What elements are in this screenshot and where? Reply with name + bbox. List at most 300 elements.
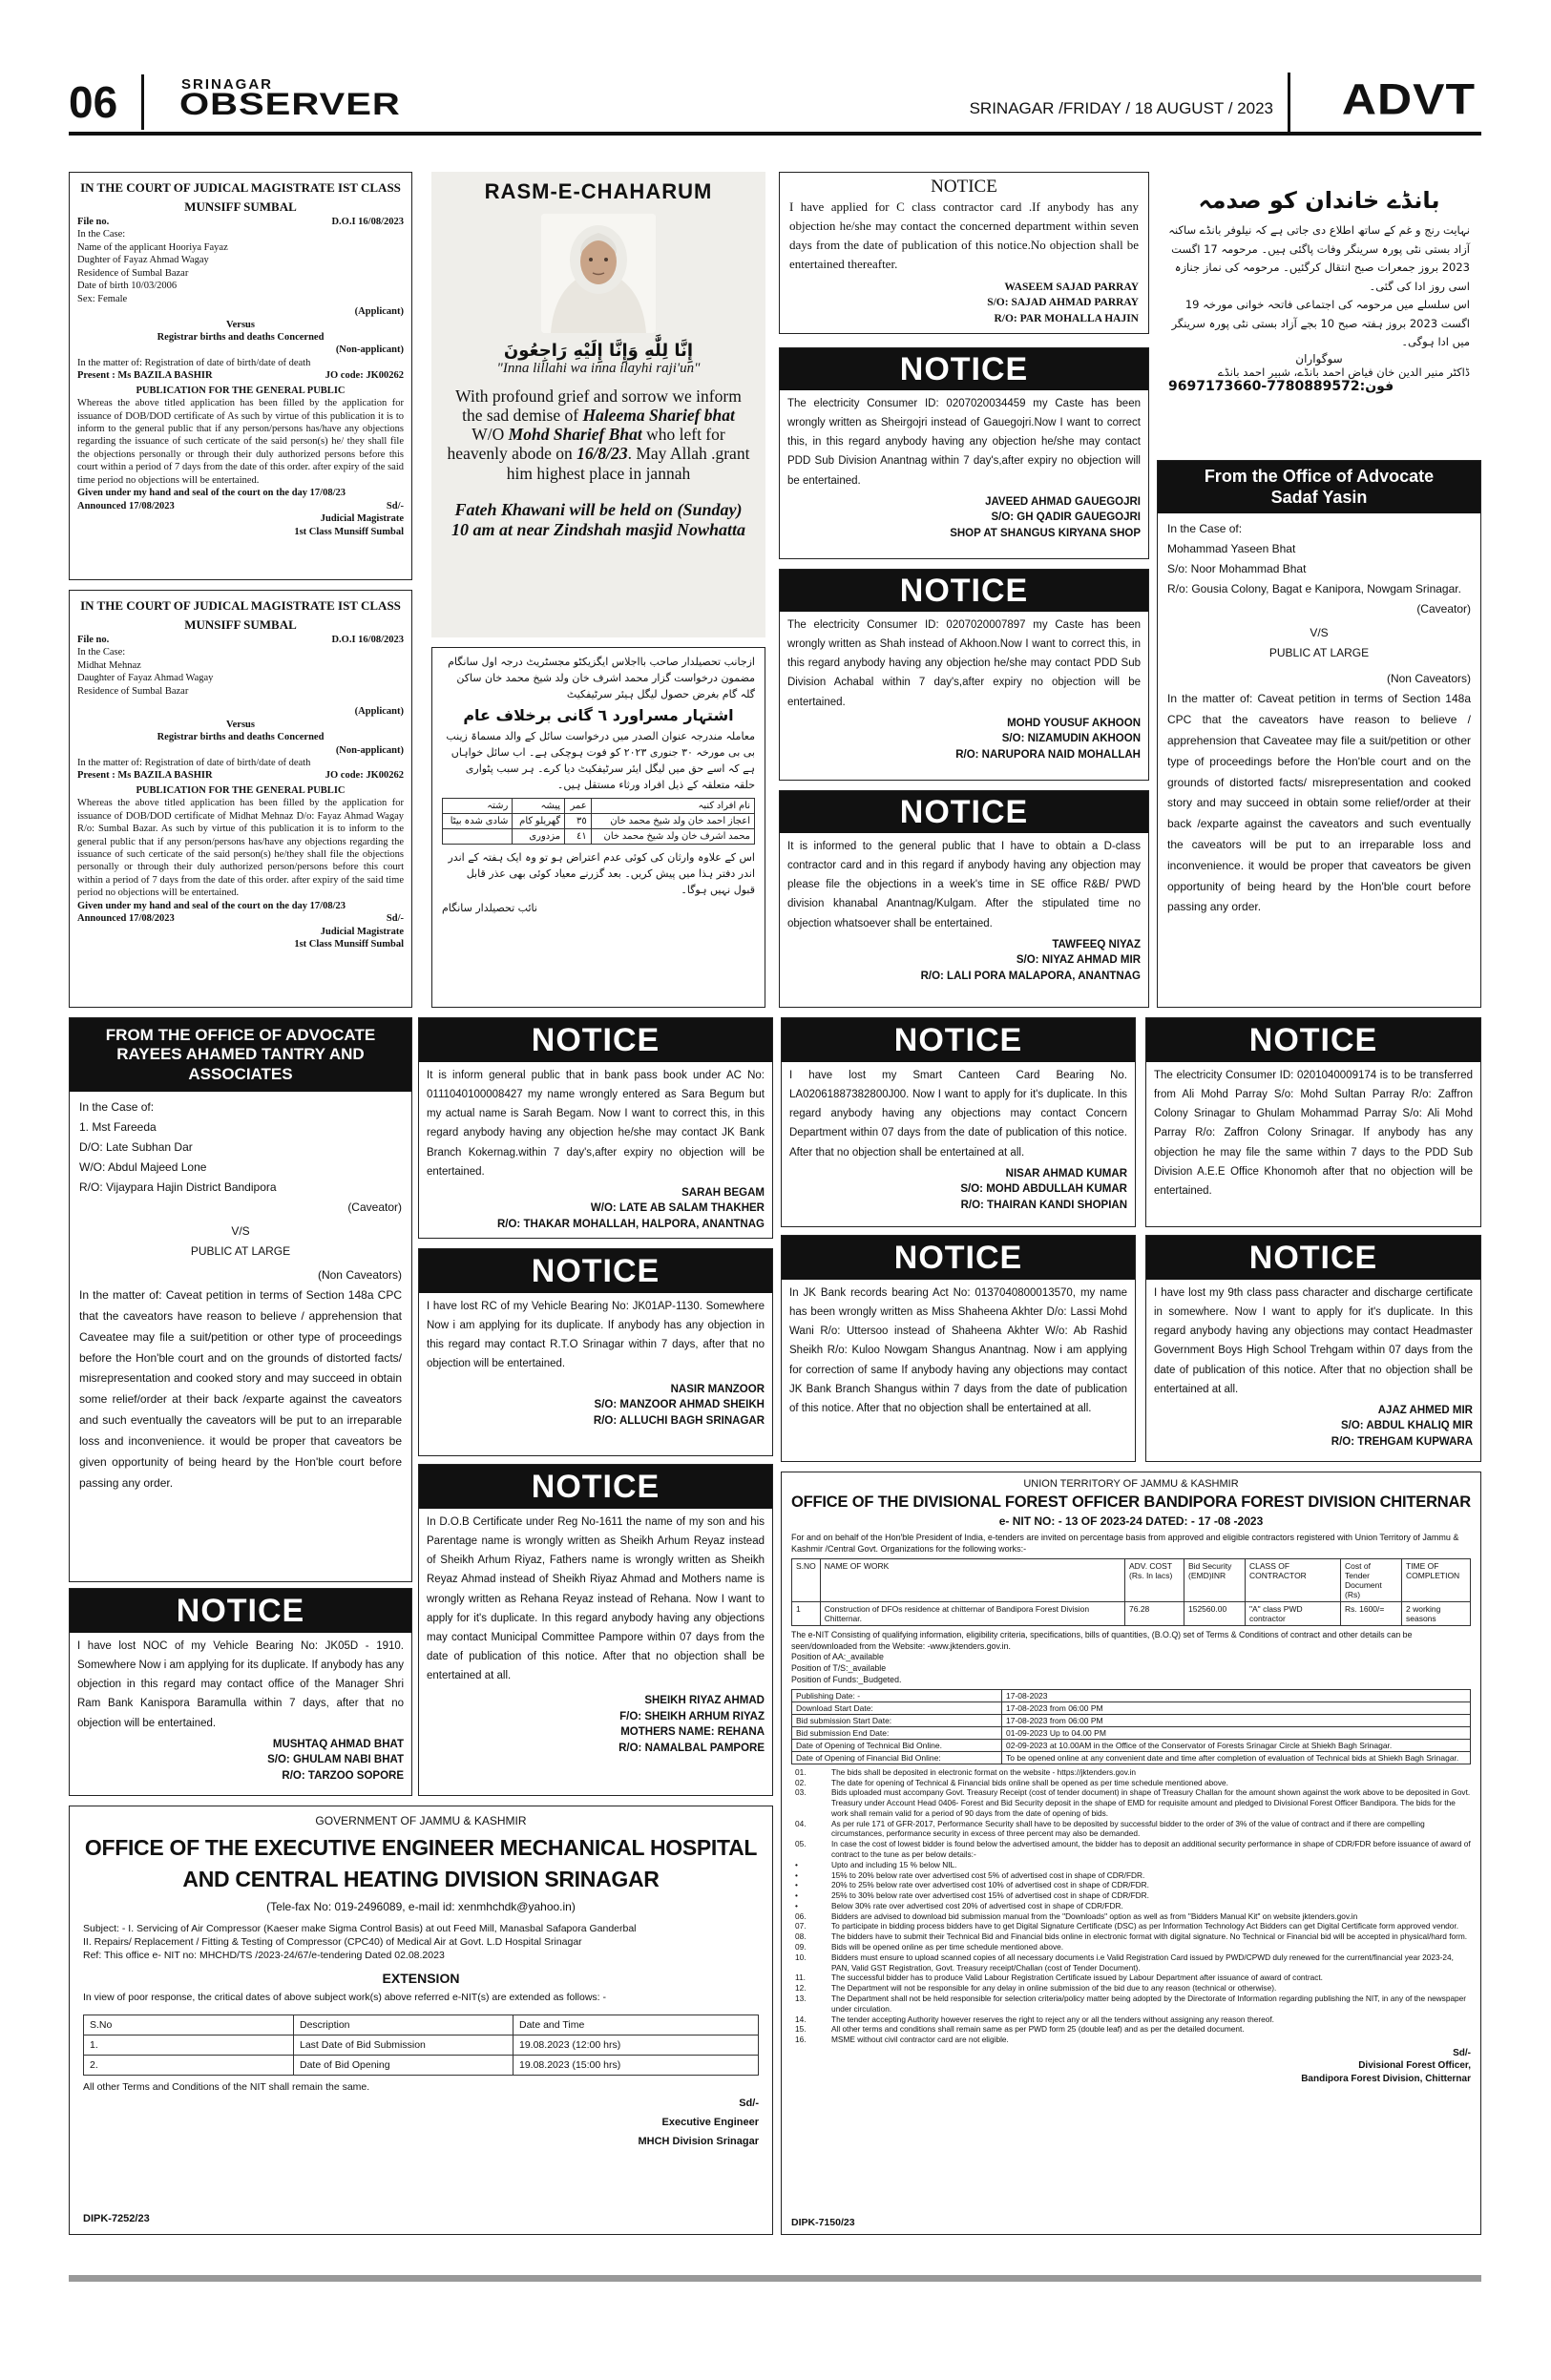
deceased-photo	[541, 214, 656, 333]
forest-td: 1	[792, 1602, 821, 1626]
forest-td: 76.28	[1125, 1602, 1184, 1626]
forest-date-row	[792, 1751, 1471, 1764]
forest-clause-text: In case the cost of lowest bidder is found below the advertised amount, the bidder has to deposit an additional security performance in shape of CDR/FDR before issuance of award of contract to the tune as per below details:-	[831, 1839, 1471, 1859]
notice-body: In D.O.B Certificate under Reg No-1611 the name of my son and his Parentage name is wrongly written as Sheikh Arhum Reyaz instead of Sheikh Arhum Riyaz, Fathers name is wrongly written as Sheikh Reyaz Ahmad instead of Sheikh Riyaz Ahmad and Mothers name is wrongly written as Rehana Reyaz instead of Rehana. Now I want to apply for it's duplicate. In this regard anybody having any objections may contact Municipal Committee Pampore within 07 days from the date of publication of this notice. After that no objection shall be entertained at all.	[427, 1516, 765, 1681]
masthead-divider	[141, 74, 144, 130]
court-body: Whereas the above titled application has been filled by the application for issuance of DOB/DOD certificate of As such by virtue of this publication it is to inform to the general public that if any person/persons has/have any objections regarding the issuance of such certicate of the said person(s) he/ they shall file the objections personally or through their duly authorized persons before this court within a period of 7 days from the date of this order. after expiry of the said time period no objections will be entertained.	[77, 398, 404, 486]
notice-sig-2: R/O: THAIRAN KANDI SHOPIAN	[960, 1199, 1127, 1211]
mhch-para: In view of poor response, the critical dates of above subject work(s) above referred e-NIT(s) are extended as follows: -	[83, 1992, 606, 2003]
forest-clause-text: The date for opening of Technical & Financial bids online shall be opened as per time schedule mentioned above.	[831, 1777, 1228, 1787]
forest-th: Bid Security (EMD)INR	[1184, 1559, 1246, 1602]
urdu-heading: اشتہار مسراورد ٦ گانی برخلاف عام	[463, 706, 734, 725]
forest-date-label: Date of Opening of Technical Bid Online.	[792, 1739, 1002, 1751]
notice-body: It is informed to the general public that I have to obtain a D-class contractor card and in this regard if anybody having any objection may please file the objections in a week's time in SE office R&B/ PWD division khanabal Anantnag/Kulgam. After the stipulated time no objection whatsoever shall be entertained.	[787, 841, 1141, 929]
notice-body: I have lost my 9th class pass character and discharge certificate in somewhere. Now I want to apply for it's duplicate. In this regard anybody having any objections may contact Headmaster Government Boys High School Trehgam within 07 days from the date of publication of this notice. After that no objection shall be entertained at all.	[1154, 1287, 1473, 1395]
notice-sig-1: S/O: MANZOOR AHMAD SHEIKH	[594, 1399, 765, 1411]
case-line-4: Date of birth 10/03/2006	[77, 281, 178, 292]
forest-clause	[791, 1819, 1471, 1840]
case-line-3: Residence of Sumbal Bazar	[77, 267, 189, 279]
forest-clause	[791, 1787, 1471, 1818]
announced: Announced 17/08/2023	[77, 913, 175, 925]
forest-date-value: To be opened online at any convenient date and time after completion of evaluation of Technical bids at Shiekh Bagh Srinagar.	[1002, 1751, 1471, 1764]
notice-nasir	[418, 1248, 773, 1456]
mhch-title-1: OFFICE OF THE EXECUTIVE ENGINEER MECHANICAL HOSPITAL	[84, 1835, 758, 1860]
sd: Sd/-	[386, 913, 404, 925]
mhch-sd: Sd/-	[739, 2098, 759, 2109]
forest-th: CLASS OF CONTRACTOR	[1246, 1559, 1341, 1602]
forest-clause-text: Bids uploaded must accompany Govt. Treasury Receipt (cost of tender document) in shape of Treasury Challan for the amount shown against the work above to be deposited in Govt. Treasury under Account Head 0406- Forest and Bid Security deposit in the shape of EMD for requisite amount and pledged to Divisional Forest Officer Bandipora. The bids for the work shall remain valid for a period of 90 days from the date of opening of bids.	[831, 1787, 1471, 1818]
judicial-magistrate: Judicial Magistrate	[320, 926, 404, 937]
forest-date-value: 17-08-2023 from 06:00 PM	[1002, 1714, 1471, 1726]
given-under: Given under my hand and seal of the court on the day 17/08/23	[77, 900, 346, 911]
forest-clause-number: •	[795, 1869, 798, 1880]
registrar: Registrar births and deaths Concerned	[157, 331, 325, 343]
notice-sig-2: R/O: NARUPORA NAID MOHALLAH	[955, 748, 1141, 761]
masthead	[69, 67, 1481, 136]
rasm-title: RASM-E-CHAHARUM	[484, 179, 713, 203]
notice-sig-2: R/O: TREHGAM KUPWARA	[1331, 1436, 1473, 1449]
forest-clause-text: 20% to 25% below rate over advertised cost 10% of advertised cost in shape of CDR/FDR.	[831, 1880, 1149, 1890]
matter: In the matter of: Registration of date of birth/date of death	[77, 757, 311, 768]
notice-title: NOTICE	[780, 348, 1148, 390]
mhch-td: 2.	[84, 2056, 294, 2076]
forest-nit: e- NIT NO: - 13 OF 2023-24 DATED: - 17 -08 -2023	[998, 1514, 1264, 1528]
forest-dipk: DIPK-7150/23	[791, 2217, 855, 2228]
forest-td: "A" class PWD contractor	[1246, 1602, 1341, 1626]
urdu-cell: شادی شدہ بیٹا	[443, 814, 513, 829]
notice-title: NOTICE	[1146, 1236, 1480, 1280]
urdu-th-age: عمر	[565, 799, 592, 814]
forest-p1: The e-NIT Consisting of qualifying information, eligibility criteria, specifications, bills of quantities, (B.O.Q) set of Terms & Conditions of contract and other details can be seen/downloaded from the Website: -www.jktenders.gov.in.	[791, 1630, 1413, 1651]
notice-sig-2: R/O: THAKAR MOHALLAH, HALPORA, ANANTNAG	[496, 1219, 765, 1231]
vs-label: V/S	[1310, 626, 1329, 640]
caveat-rayees-ahamed	[69, 1017, 412, 1582]
forest-clause-number: 08.	[795, 1931, 807, 1942]
forest-clause	[791, 1994, 1471, 2015]
case-line-5: Sex: Female	[77, 293, 128, 304]
caveat-body: In the matter of: Caveat petition in terms of Section 148a CPC that the caveators have reason to believe / apprehension that Caveatee may file a suit/petition or other type of proceedings before the Hon'ble court and on the grounds of distorted facts/ misrepresentation and cooked story and may succeed in obtain some relief/order at their back /exparte against the caveators and such eventually the caveators will be put to an irreparable loss and inconvenience. it would be proper that caveators be given opportunity of being heard by the Hon'ble court before passing any order.	[79, 1288, 402, 1490]
forest-clause-number: 02.	[795, 1777, 807, 1787]
forest-date-label: Bid submission Start Date:	[792, 1714, 1002, 1726]
notice-title: NOTICE	[780, 570, 1148, 612]
case-line-1: 1. Mst Fareeda	[79, 1120, 157, 1135]
forest-clause-number: •	[795, 1890, 798, 1901]
urdu-th-job: پیشہ	[513, 799, 565, 814]
urdu-th-relation: رشتہ	[443, 799, 513, 814]
notice-sig-0: TAWFEEQ NIYAZ	[1052, 938, 1141, 950]
case-line-0: In the Case:	[77, 229, 126, 240]
mhch-dates-table	[83, 2015, 759, 2076]
urdu-condolence-body: نہایت رنج و غم کے ساتھ اطلاع دی جاتی ہے کہ نیلوفر بانڈے ساکنہ آزاد بستی نٹی پورہ سرینگر وفات پاگئی ہیں۔ مرحومہ 17 اگست 2023 بروز جمعرات صبح انتقال کرگئیں۔ مرحومہ کی نماز جنازہ اسی روز ادا کی گئی۔	[1168, 223, 1470, 293]
non-caveators-label: (Non Caveators)	[1386, 672, 1471, 686]
notice-sig-0: MUSHTAQ AHMAD BHAT	[272, 1738, 404, 1750]
case-line-2: Daughter of Fayaz Ahmad Wagay	[77, 673, 214, 684]
forest-clause-number: 10.	[795, 1952, 807, 1962]
forest-clauses	[791, 1767, 1471, 2045]
rasm-announcement: With profound grief and sorrow we inform the sad demise of Haleema Sharief bhat W/O Mohd Sharief Bhat who left for heavenly abode on 16/8/23. May Allah .grant him highest place in jannah	[447, 386, 750, 483]
notice-body: It is inform general public that in bank pass book under AC No: 0111040100008427 my name wrongly entered as Sara Begum but my actual name is Sarah Begam. Now I want to correct this, in this regard anybody having any objection he/she may contact JK Bank Branch Kokernag.within 7 day's,after expiry no objection will be entertained.	[427, 1070, 765, 1178]
forest-clause-number: 16.	[795, 2035, 807, 2045]
caveat-body: In the matter of: Caveat petition in terms of Section 148a CPC that the caveators have reason to believe / apprehension that Caveatee may file a suit/petition or other type of proceedings before the Hon'ble court and on the grounds of distorted facts/ misrepresentation and cooked story and may succeed in obtain some relief/order at their back /exparte against the caveators and such eventually the caveators will be put to an irreparable loss and inconvenience. it would be proper that caveators be given opportunity of being heard by the Hon'ble court before passing any order.	[1167, 692, 1471, 914]
notice-title: NOTICE	[782, 1236, 1135, 1280]
forest-clause-text: The bids shall be deposited in electronic format on the website - https://jktenders.gov.in	[831, 1766, 1136, 1777]
notice-body: I have applied for C class contractor card .If anybody has any objection he/she may contact the concerned department within seven days from the date of publication of this notice.No objection shall be entertained thereafter.	[789, 199, 1139, 272]
forest-sd: Sd/-	[1453, 2047, 1471, 2058]
mhch-td: 19.08.2023 (12:00 hrs)	[514, 2036, 759, 2056]
caveator-label: (Caveator)	[347, 1200, 402, 1215]
present: Present : Ms BAZILA BASHIR	[77, 770, 213, 782]
forest-clause-text: The Department will not be responsible for any delay in online submission of the bid due to any reason (technical or otherwise).	[831, 1983, 1277, 1994]
munsiff: 1st Class Munsiff Sumbal	[294, 939, 404, 950]
forest-clause	[791, 1973, 1471, 1983]
mhch-td: Date of Bid Opening	[294, 2056, 514, 2076]
forest-date-value: 17-08-2023	[1002, 1689, 1471, 1701]
forest-clause-text: Below 30% rate over advertised cost 20% of advertised cost in shape of CDR/FDR.	[831, 1900, 1123, 1910]
forest-clause-text: 25% to 30% below rate over advertised cost 15% of advertised cost in shape of CDR/FDR.	[831, 1890, 1149, 1901]
forest-date-label: Download Start Date:	[792, 1701, 1002, 1714]
forest-clause	[791, 1931, 1471, 1942]
fateh-khawani: Fateh Khawani will be held on (Sunday) 10 am at near Zindshah masjid Nowhatta	[451, 499, 746, 540]
case-line-0: In the Case of:	[1167, 522, 1243, 536]
notice-riyaz	[418, 1464, 773, 1796]
urdu-top: ازجانب تحصیلدار صاحب بااجلاس ایگزیکٹو مجسٹریٹ درجہ اول سانگام	[448, 656, 755, 668]
urdu-sign: نائب تحصیلدار سانگام	[442, 902, 537, 915]
forest-clause-text: The tender accepting Authority however reserves the right to reject any or all the tenders without assigning any reason thereof.	[831, 2014, 1274, 2024]
notice-title: NOTICE	[419, 1249, 772, 1293]
applicant-label: (Applicant)	[354, 706, 404, 718]
case-line-0: In the Case:	[77, 647, 126, 658]
forest-clause	[791, 1778, 1471, 1788]
forest-clause	[791, 2015, 1471, 2025]
forest-date-label: Bid submission End Date:	[792, 1726, 1002, 1739]
section-label: ADVT	[1341, 74, 1476, 124]
notice-sig-1: S/O: GHULAM NABI BHAT	[267, 1754, 404, 1766]
notice-sig-0: NISAR AHMAD KUMAR	[1005, 1167, 1127, 1180]
notice-sig-0: WASEEM SAJAD PARRAY	[1004, 281, 1139, 293]
notice-sig-1: S/O: NIYAZ AHMAD MIR	[1016, 954, 1141, 967]
matter: In the matter of: Registration of date of birth/date of death	[77, 357, 311, 368]
forest-clause-number: 04.	[795, 1818, 807, 1828]
urdu-cell: گھریلو کام	[513, 814, 565, 829]
forest-th: S.NO	[792, 1559, 821, 1602]
forest-date-row	[792, 1739, 1471, 1751]
case-line-1: Midhat Mehnaz	[77, 659, 141, 671]
urdu-legal-heir-ad	[431, 647, 765, 1008]
forest-tender-notice	[781, 1472, 1481, 2235]
forest-works-table	[791, 1558, 1471, 1626]
judicial-magistrate: Judicial Magistrate	[320, 513, 404, 525]
notice-body: The electricity Consumer ID: 0201040009174 is to be transferred from Ali Mohd Parray S/o: Mohd Sultan Parray R/o: Zaffron Colony Srinagar to Ghulam Mohammad Parray S/o: Ali Mohd Parray R/o: Zaffron Colony Srinagar. If anybody has any objection he may file the same within 7 days to the PDD Sub Division A.E.E Office Khonomoh after that no objection will be entertained.	[1154, 1070, 1473, 1197]
forest-clause-text: MSME without civil contractor card are not eligible.	[831, 2035, 1009, 2045]
mhch-extension-notice	[69, 1806, 773, 2235]
non-applicant-label: (Non-applicant)	[335, 344, 404, 356]
notice-title: NOTICE	[419, 1465, 772, 1509]
notice-sig-2: R/O: TARZOO SOPORE	[282, 1769, 404, 1782]
forest-clause-text: All other terms and conditions shall remain same as per PWD form 25 (double leaf) and as per the detailed document.	[831, 2024, 1245, 2035]
forest-date-value: 17-08-2023 from 06:00 PM	[1002, 1701, 1471, 1714]
forest-clause	[791, 1870, 1471, 1881]
forest-td: Rs. 1600/=	[1341, 1602, 1402, 1626]
case-line-2: S/o: Noor Mohammad Bhat	[1167, 562, 1307, 576]
rasm-e-chaharum-ad	[431, 172, 765, 637]
forest-date-value: 02-09-2023 at 10.00AM in the Office of the Conservator of Forests Srinagar Circle at Shiekh Bagh Srinagar.	[1002, 1739, 1471, 1751]
mhch-title-2: AND CENTRAL HEATING DIVISION SRINAGAR	[182, 1867, 660, 1891]
forest-th: Cost of Tender Document (Rs)	[1341, 1559, 1402, 1602]
transliteration: "Inna lillahi wa inna ilayhi raji'un"	[496, 361, 701, 376]
notice-title: NOTICE	[780, 791, 1148, 833]
forest-clause-number: 07.	[795, 1921, 807, 1931]
urdu-condolence-ad	[1157, 172, 1481, 458]
notice-body: I have lost my Smart Canteen Card Bearing No. LA02061887382800J00. Now I want to apply for it's duplicate. In this regard anybody having any objections may contact Concern Department within 07 days from the date of publication of this notice. After that no objection shall be entertained at all.	[789, 1070, 1127, 1159]
forest-intro: For and on behalf of the Hon'ble President of India, e-tenders are invited on percentage basis from approved and eligible contractors registered with Union Territory of Jammu & Kashmir /Central Govt. Organizations for the following works:-	[791, 1533, 1459, 1555]
case-line-1: Name of the applicant Hooriya Fayaz	[77, 241, 228, 253]
notice-body: I have lost RC of my Vehicle Bearing No: JK01AP-1130. Somewhere Now i am applying for its duplicate. If anybody has any objection in this regard may contact R.T.O Srinagar within 7 days, after that no objection will be entertained.	[427, 1301, 765, 1370]
mhch-td: 19.08.2023 (15:00 hrs)	[514, 2056, 759, 2076]
notice-ajaz	[1145, 1235, 1481, 1462]
forest-clause	[791, 1839, 1471, 1860]
notice-waseem-parray	[779, 172, 1149, 334]
notice-sig-2: MOTHERS NAME: REHANA	[620, 1726, 765, 1739]
notice-sig-0: AJAZ AHMED MIR	[1377, 1404, 1473, 1416]
mhch-td: 1.	[84, 2036, 294, 2056]
notice-sig-2: SHOP AT SHANGUS KIRYANA SHOP	[950, 527, 1141, 539]
court-title: IN THE COURT OF JUDICAL MAGISTRATE IST CLASS MUNSIFF SUMBAL	[80, 180, 401, 214]
urdu-body: معاملہ مندرجہ عنوان الصدر میں درخواست سائل کے والد مسماۃ زینب بی بی مورخہ ٣٠ جنوری ٢٠٢٣ کو فوت ہوچکی ہے۔ اب سائل خواہاں ہے کہ اسے حق میں لیگل ایئر سرٹیفکیٹ دیا کرے۔ ہر سبب پٹواری حلقہ متعلقہ کے ذیل افراد ورثاء مستقل ہیں۔	[446, 730, 755, 792]
notice-sig-0: SHEIKH RIYAZ AHMAD	[644, 1695, 765, 1707]
notice-niyaz	[779, 790, 1149, 1008]
dateline: SRINAGAR /FRIDAY / 18 AUGUST / 2023	[969, 99, 1273, 117]
forest-position-2: Position of Funds:_Budgeted.	[791, 1674, 902, 1684]
publication-heading: PUBLICATION FOR THE GENERAL PUBLIC	[136, 385, 346, 396]
arabic-verse: إِنَّا لِلَّٰهِ وَإِنَّا إِلَيْهِ رَاجِعُونَ	[503, 341, 694, 361]
court-notice-midhat	[69, 590, 412, 1008]
case-line-2: D/O: Late Subhan Dar	[79, 1140, 193, 1155]
notice-sarah-begam	[418, 1017, 773, 1239]
mhch-th: Description	[294, 2015, 514, 2036]
notice-sig-1: S/O: MOHD ABDULLAH KUMAR	[960, 1183, 1127, 1196]
notice-body: The electricity Consumer ID: 0207020007897 my Caste has been wrongly written as Shah instead of Akhoon.Now I want to correct this, in this regard anybody having any objection he/she may contact PDD Sub Division Achabal within 7 day's,after expiry no objection will be entertained.	[787, 619, 1141, 708]
notice-title: NOTICE	[419, 1018, 772, 1062]
urdu-mourner-names: ڈاکٹر منیر الدین خان فیاض احمد بانڈے، شبیر احمد بانڈے	[1217, 365, 1470, 379]
notice-sig-1: F/O: SHEIKH ARHUM RIYAZ	[619, 1710, 765, 1722]
forest-clause	[791, 1942, 1471, 1952]
versus: Versus	[226, 719, 255, 730]
notice-sig-2: R/O: ALLUCHI BAGH SRINAGAR	[593, 1414, 765, 1427]
forest-clause	[791, 1860, 1471, 1870]
forest-clause-number: •	[795, 1859, 798, 1869]
forest-date-label: Date of Opening of Financial Bid Online:	[792, 1751, 1002, 1764]
forest-clause-number: 05.	[795, 1839, 807, 1849]
notice-sig-0: JAVEED AHMAD GAUEGOJRI	[985, 495, 1141, 508]
file-no: File no.	[77, 217, 110, 227]
footer-rule	[69, 2275, 1481, 2282]
notice-sig-2: R/O: LALI PORA MALAPORA, ANANTNAG	[920, 970, 1141, 982]
notice-title: NOTICE	[782, 1018, 1135, 1062]
jo-code: JO code: JK00262	[325, 370, 404, 382]
notice-sig-0: SARAH BEGAM	[681, 1186, 765, 1199]
case-line-3: R/o: Gousia Colony, Bagat e Kanipora, Nowgam Srinagar.	[1167, 582, 1461, 596]
forest-clause-text: Bids will be opened online as per time schedule mentioned above.	[831, 1942, 1064, 1952]
forest-clause-number: 06.	[795, 1910, 807, 1921]
forest-clause-text: The bidders have to submit their Technical Bid and Financial bids online in electronic format with digital signature. No Technical or Financial bid will be accepted in physical/hard form.	[831, 1931, 1468, 1942]
announced: Announced 17/08/2023	[77, 500, 175, 511]
case-line-0: In the Case of:	[79, 1100, 155, 1115]
forest-clause	[791, 1952, 1471, 1973]
urdu-cell: ٣٥	[565, 814, 592, 829]
caveat-sadaf-yasin	[1157, 460, 1481, 1008]
forest-date-value: 01-09-2023 Up to 04.00 PM	[1002, 1726, 1471, 1739]
forest-clause	[791, 1983, 1471, 1994]
forest-date-label: Publishing Date: -	[792, 1689, 1002, 1701]
forest-clause-number: •	[795, 1900, 798, 1910]
case-line-4: R/O: Vijaypara Hajin District Bandipora	[79, 1180, 277, 1195]
forest-clause-text: 15% to 20% below rate over advertised cost 5% of advertised cost in shape of CDR/FDR.	[831, 1869, 1145, 1880]
forest-clause-text: The Department shall not be held responsible for selection criteria/policy matter being adopted by the Directorate of Information regarding publishing the NIT, in any of the newspaper under circulation.	[831, 1993, 1467, 2014]
notice-sig-1: W/O: LATE AB SALAM THAKHER	[590, 1202, 765, 1215]
forest-date-row	[792, 1714, 1471, 1726]
given-under: Given under my hand and seal of the court on the day 17/08/23	[77, 488, 346, 499]
forest-clause	[791, 1921, 1471, 1931]
notice-sig-1: S/O: NIZAMUDIN AKHOON	[1001, 733, 1141, 745]
file-no: File no.	[77, 635, 110, 645]
forest-clause-text: As per rule 171 of GFR-2017, Performance Security shall have to be deposited by successful bidder to the order of 3% of the value of contract and if there are compelling circumstances, performance security in excess of three percent may also be demanded.	[831, 1818, 1425, 1839]
sd: Sd/-	[386, 500, 404, 511]
mhch-contact: (Tele-fax No: 019-2496089, e-mail id: xenmhchdk@yahoo.in)	[266, 1900, 576, 1913]
paper-name: OBSERVER	[179, 88, 401, 122]
notice-gauegojri	[779, 347, 1149, 559]
caveat-title: From the Office of Advocate Sadaf Yasin	[1158, 461, 1480, 513]
versus: Versus	[226, 319, 255, 330]
forest-th: ADV. COST (Rs. In lacs)	[1125, 1559, 1184, 1602]
forest-officer: Divisional Forest Officer,	[1358, 2060, 1471, 2072]
forest-clause-number: 14.	[795, 2014, 807, 2024]
notice-ali-mohd-parray	[1145, 1017, 1481, 1227]
non-caveators-label: (Non Caveators)	[317, 1268, 402, 1283]
forest-clause-text: The successful bidder has to produce Valid Labour Registration Certificate issued by Labour Department after issuance of award of contract.	[831, 1973, 1323, 1983]
masthead-divider-right	[1288, 73, 1290, 132]
forest-clause-number: 03.	[795, 1787, 807, 1798]
urdu-subject: مضمون درخواست گزار محمد اشرف خان ولد شیخ محمد خان ساکن گلہ گام بغرض حصول لیگل ہیئر سرٹیفکیٹ	[456, 672, 755, 701]
forest-clause	[791, 2035, 1471, 2045]
forest-clause-text: Bidders must ensure to upload scanned copies of all necessary documents i.e Valid Registration Card issued by PWD/CPWD duly renewed for the current/financial year 2023-24, PAN, Valid GST Registration, Govt. Treasury receipt/Challan (cost of Tender Document).	[831, 1952, 1454, 1973]
court-title: IN THE COURT OF JUDICAL MAGISTRATE IST CLASS MUNSIFF SUMBAL	[80, 598, 401, 632]
forest-clause	[791, 2024, 1471, 2035]
urdu-cell	[443, 829, 513, 845]
forest-position-1: Position of T/S:_available	[791, 1663, 887, 1673]
applicant-label: (Applicant)	[354, 306, 404, 318]
notice-body: I have lost NOC of my Vehicle Bearing No: JK05D - 1910. Somewhere Now i am applying for its duplicate. If anybody has any objection in this regard may contact office of the Manager Shri Ram Bank Kanispora Baramulla within 7 days, after that no objection will be entertained.	[77, 1640, 404, 1729]
notice-akhoon	[779, 569, 1149, 781]
urdu-cell: اعجاز احمد خان ولد شیخ محمد خان	[591, 814, 754, 829]
notice-mushtaq	[69, 1588, 412, 1796]
mhch-td: Last Date of Bid Submission	[294, 2036, 514, 2056]
mhch-office: MHCH Division Srinagar	[638, 2135, 759, 2147]
notice-sig-1: S/O: GH QADIR GAUEGOJRI	[991, 511, 1141, 524]
forest-office: Bandipora Forest Division, Chitternar	[1301, 2073, 1471, 2084]
mhch-th: Date and Time	[514, 2015, 759, 2036]
doi: D.O.I 16/08/2023	[331, 217, 404, 227]
forest-ut: UNION TERRITORY OF JAMMU & KASHMIR	[1023, 1478, 1239, 1490]
notice-sig-1: S/O: ABDUL KHALIQ MIR	[1341, 1420, 1473, 1432]
page-number: 06	[69, 77, 118, 127]
forest-clause-number: 09.	[795, 1942, 807, 1952]
notice-sig-1: S/O: SAJAD AHMAD PARRAY	[987, 297, 1139, 309]
notice-shaheena	[781, 1235, 1136, 1462]
notice-sig-0: MOHD YOUSUF AKHOON	[1007, 717, 1141, 729]
notice-sig-3: R/O: NAMALBAL PAMPORE	[618, 1743, 765, 1755]
forest-clause	[791, 1880, 1471, 1890]
forest-clause-number: 13.	[795, 1993, 807, 2003]
forest-td: Construction of DFOs residence at chitternar of Bandipora Forest Division Chitternar.	[820, 1602, 1124, 1626]
caveator-label: (Caveator)	[1416, 602, 1471, 616]
mhch-govt: GOVERNMENT OF JAMMU & KASHMIR	[315, 1814, 527, 1827]
urdu-condolence-body2: اس سلسلے میں مرحومہ کی اجتماعی فاتحہ خوانی مورخہ 19 اگست 2023 بروز ہفتہ صبح 10 بجے آزاد بستی نٹی پورہ سرینگر میں ادا ہوگی۔	[1171, 298, 1470, 349]
forest-th: TIME OF COMPLETION	[1402, 1559, 1471, 1602]
non-applicant-label: (Non-applicant)	[335, 744, 404, 756]
urdu-condolence-title: بانڈے خاندان کو صدمہ	[1198, 187, 1440, 214]
notice-title: NOTICE	[70, 1589, 411, 1633]
court-notice-hooriya	[69, 172, 412, 580]
urdu-mourners: سوگواران	[1295, 351, 1343, 365]
forest-clause-number: •	[795, 1880, 798, 1890]
present: Present : Ms BAZILA BASHIR	[77, 370, 213, 382]
notice-body: The electricity Consumer ID: 0207020034459 my Caste has been wrongly written as Sheirgojri instead of Gauegojri.Now I want to correct this, in this regard anybody having any objection he/she may contact PDD Sub Division Anantnag within 7 day's,after expiry no objection will be entertained.	[787, 398, 1141, 487]
case-line-1: Mohammad Yaseen Bhat	[1167, 542, 1296, 556]
forest-date-row	[792, 1701, 1471, 1714]
case-line-3: Residence of Sumbal Bazar	[77, 685, 189, 697]
mhch-extension: EXTENSION	[382, 1971, 460, 1986]
forest-td: 152560.00	[1184, 1602, 1246, 1626]
urdu-phone: 9697173660-7780889572:فون	[1168, 378, 1394, 394]
forest-date-row	[792, 1689, 1471, 1701]
forest-clause	[791, 1890, 1471, 1901]
publication-heading: PUBLICATION FOR THE GENERAL PUBLIC	[136, 784, 346, 796]
urdu-cell: مزدوری	[513, 829, 565, 845]
forest-th: NAME OF WORK	[820, 1559, 1124, 1602]
mhch-th: S.No	[84, 2015, 294, 2036]
forest-clause-text: To participate in bidding process bidders have to get Digital Signature Certificate (DSC) as per Information Technology Act Bidders can get Digital Certificate form approved vendor.	[831, 1921, 1459, 1931]
munsiff: 1st Class Munsiff Sumbal	[294, 526, 404, 537]
forest-position-0: Position of AA:_available	[791, 1652, 884, 1662]
public-at-large: PUBLIC AT LARGE	[1268, 646, 1370, 660]
mhch-officer: Executive Engineer	[661, 2116, 759, 2128]
forest-clause-number: 11.	[795, 1973, 806, 1983]
case-line-3: W/O: Abdul Majeed Lone	[79, 1160, 207, 1175]
forest-clause-number: 15.	[795, 2024, 807, 2035]
mhch-subject-2: II. Repairs/ Replacement / Fitting & Testing of Compressor (CPC40) of Medical Air at Govt. L.D Hospital Srinagar	[83, 1936, 582, 1948]
forest-dates-table	[791, 1689, 1471, 1764]
forest-clause	[791, 1767, 1471, 1778]
vs-label: V/S	[231, 1224, 250, 1239]
urdu-cell: محمد اشرف خان ولد شیخ محمد خان	[591, 829, 754, 845]
mhch-subject-1: Subject: - I. Servicing of Air Compressor (Kaeser make Sigma Control Basis) at out Feed Mill, Manasbal Safapora Ganderbal	[83, 1923, 637, 1934]
mhch-ref: Ref: This office e- NIT no: MHCHD/TS /2023-24/67/e-tendering Dated 02.08.2023	[83, 1950, 445, 1961]
jo-code: JO code: JK00262	[325, 770, 404, 782]
forest-clause-text: Upto and including 15 % below NIL.	[831, 1859, 957, 1869]
forest-clause-text: Bidders are advised to download bid submission manual from the "Downloads" option as well as from "Bidders Manual Kit" on website jktenders.gov.in	[831, 1910, 1358, 1921]
notice-sig-0: NASIR MANZOOR	[670, 1383, 765, 1395]
doi: D.O.I 16/08/2023	[331, 635, 404, 645]
urdu-bottom: اس کے علاوہ وارثان کی کوئی عدم اعتراض ہو تو وہ ایک ہفتہ کے اندر اندر دفتر ہذا میں پیش کریں۔ بعد گزرنے معیاد کوئی بھی عذر قابل قبول نہیں ہوگا۔	[448, 851, 755, 897]
mhch-other: All other Terms and Conditions of the NIT shall remain the same.	[83, 2081, 370, 2093]
forest-td: 2 working seasons	[1402, 1602, 1471, 1626]
paper-name-small: SRINAGAR	[181, 76, 274, 93]
case-line-2: Dughter of Fayaz Ahmad Wagay	[77, 255, 209, 266]
mhch-dipk: DIPK-7252/23	[83, 2213, 150, 2224]
forest-clause-number: 01.	[795, 1766, 807, 1777]
notice-nisar	[781, 1017, 1136, 1227]
notice-title: NOTICE	[931, 177, 997, 197]
